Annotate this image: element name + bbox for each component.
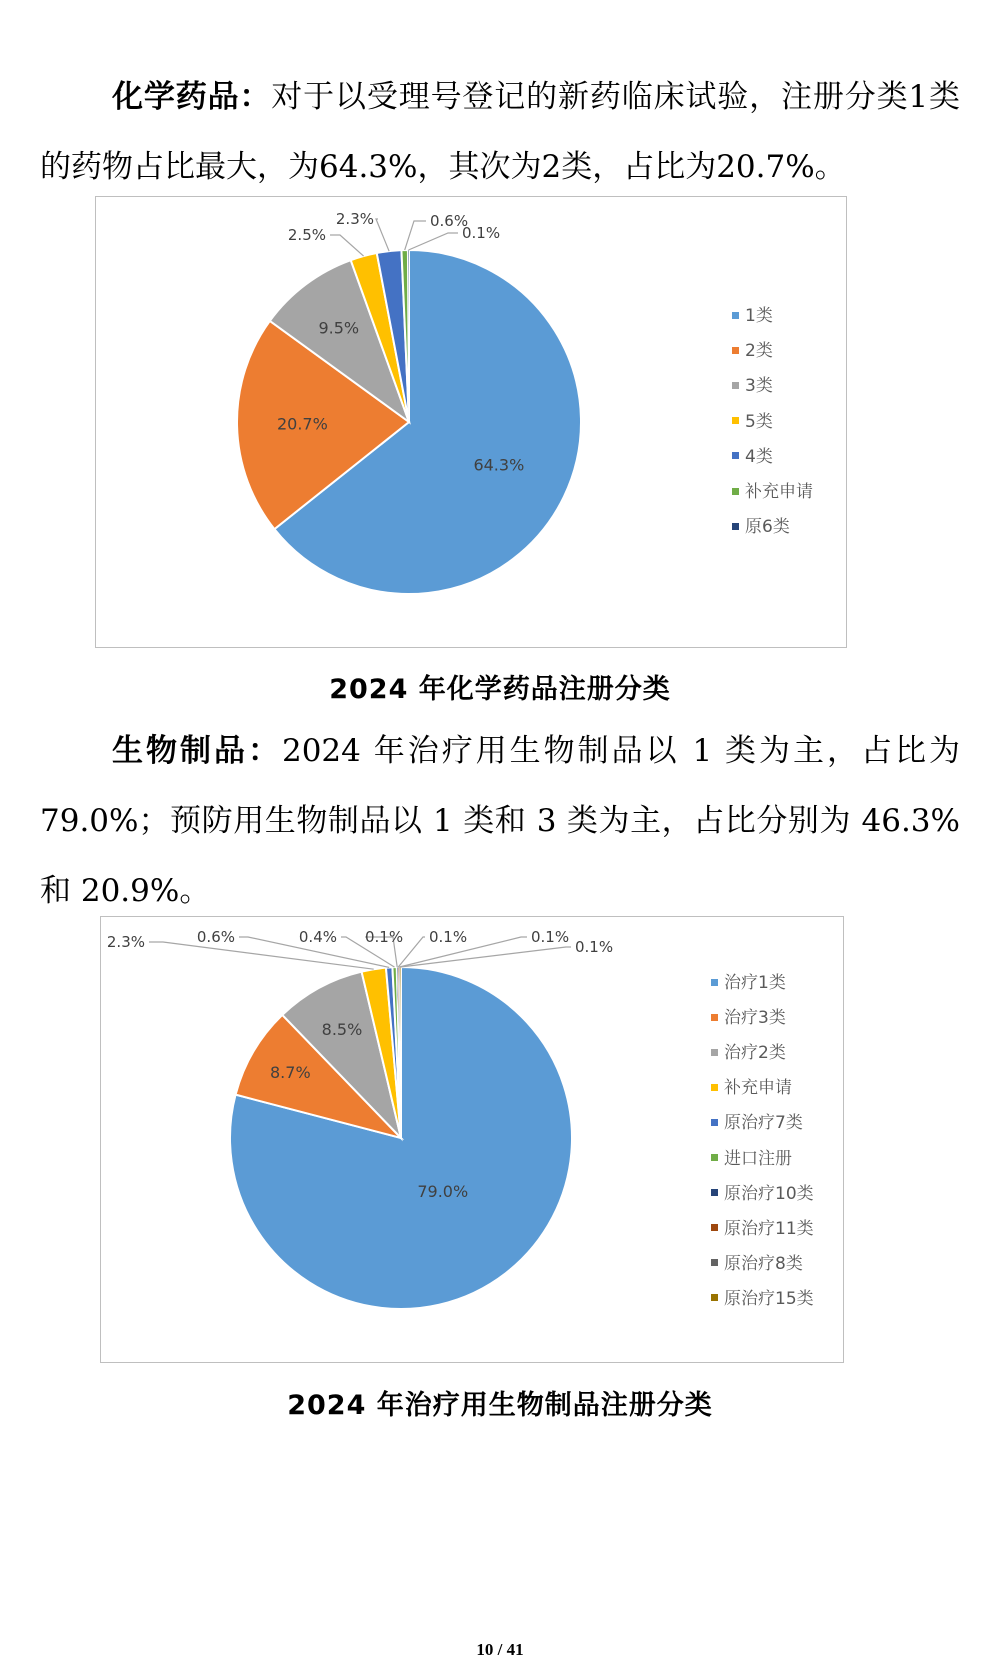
data-label-10: 0.1% [575,938,614,956]
legend-swatch [711,1014,718,1021]
legend-label: 治疗1类 [724,973,786,993]
leader-line-5 [376,219,389,251]
legend-item-4 [732,411,773,433]
data-label-8: 0.1% [429,928,468,946]
legend-label: 1类 [745,306,773,326]
paragraph-text: 对于以受理号登记的新药临床试验，注册分类1类的药物占比最大，为64.3%，其次为2类，占比为20.7%。 [40,79,961,185]
data-label-7: 0.1% [365,928,404,946]
legend-swatch [711,1084,718,1091]
legend-item-3 [732,375,773,397]
legend-item-3 [711,1042,786,1064]
data-label-6: 0.4% [298,928,337,946]
legend-swatch [732,417,739,424]
legend-item-10 [711,1288,814,1310]
data-label-2: 8.7% [270,1063,311,1083]
legend-label: 治疗3类 [724,1008,786,1029]
paragraph-lead: 化学药品： [112,79,272,115]
data-label-6: 0.6% [430,212,469,230]
leader-line-4 [149,942,374,969]
chart-chemical-drugs [95,196,847,648]
leader-line-4 [330,235,364,256]
legend-swatch [732,452,739,459]
legend-label: 原治疗8类 [724,1253,803,1274]
legend-swatch [732,312,739,319]
paragraph-text: 2024 年治疗用生物制品以 1 类为主，占比为 79.0%；预防用生物制品以 1 类和 3 类为主，占比分别为 46.3% 和 20.9%。 [40,733,960,909]
chart-biologics [100,916,844,1363]
legend-label: 原治疗7类 [724,1113,803,1134]
legend-label: 3类 [745,376,773,397]
legend-item-9 [711,1253,803,1275]
data-label-5: 2.3% [335,210,374,228]
legend-swatch [711,1189,718,1196]
legend-swatch [732,347,739,354]
legend-label: 治疗2类 [724,1043,786,1064]
legend-label: 原6类 [745,517,790,538]
legend-label: 原治疗15类 [724,1288,814,1309]
data-label-3: 8.5% [321,1019,363,1039]
page-number: 10 / 41 [476,1640,524,1659]
legend-label: 补充申请 [745,482,813,502]
data-label-2: 20.7% [276,414,328,434]
data-label-5: 0.6% [196,928,235,946]
legend-swatch [711,979,718,986]
legend-swatch [711,1049,718,1056]
legend-item-6 [711,1148,792,1170]
legend-swatch [711,1119,718,1126]
legend-swatch [711,1224,718,1231]
data-label-4: 2.3% [106,933,145,951]
legend-item-1 [732,305,773,327]
data-label-4: 2.5% [287,226,326,244]
legend-swatch [711,1154,718,1161]
legend-label: 原治疗11类 [724,1218,814,1239]
leader-line-7 [409,233,459,250]
legend-label: 补充申请 [724,1078,792,1099]
legend-item-4 [711,1077,792,1099]
legend-swatch [732,523,739,530]
legend-item-5 [711,1112,803,1134]
legend-item-7 [711,1183,814,1205]
legend-swatch [711,1259,718,1266]
paragraph-chemical-drugs [40,62,960,202]
data-label-7: 0.1% [462,224,501,242]
caption-biologics-chart: 2024 年治疗用生物制品注册分类 [287,1390,713,1421]
paragraph-biologics [40,716,960,926]
legend-label: 5类 [745,411,773,432]
pie-slices [230,967,572,1309]
legend-item-2 [711,1007,786,1029]
paragraph-lead: 生物制品： [112,733,282,769]
leader-line-10 [401,947,572,967]
legend-item-8 [711,1218,814,1240]
data-label-3: 9.5% [318,318,360,338]
legend-item-1 [711,972,786,994]
legend-label: 2类 [745,341,773,362]
data-label-9: 0.1% [531,928,570,946]
legend-item-6 [732,481,813,503]
leader-line-6 [405,221,426,250]
data-label-1: 79.0% [417,1182,469,1202]
legend-item-5 [732,446,773,468]
legend-label: 原治疗10类 [724,1183,814,1204]
legend-label: 进口注册 [724,1148,792,1169]
legend-item-7 [732,516,790,538]
legend-item-2 [732,340,773,362]
legend-swatch [711,1294,718,1301]
legend-swatch [732,488,739,495]
legend-swatch [732,382,739,389]
legend-label: 4类 [745,446,773,467]
caption-chemical-chart: 2024 年化学药品注册分类 [329,674,671,705]
data-label-1: 64.3% [473,455,525,475]
